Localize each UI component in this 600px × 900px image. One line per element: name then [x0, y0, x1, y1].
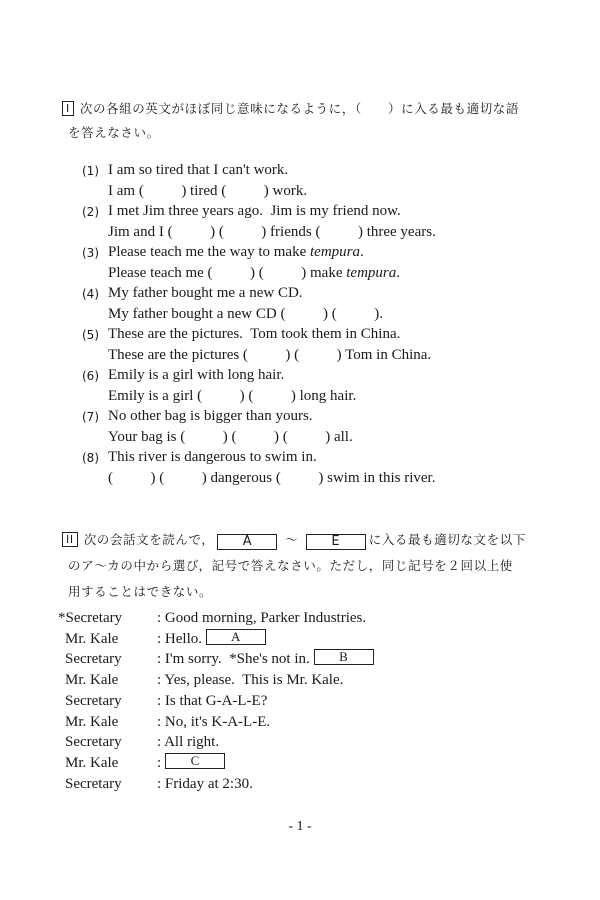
speaker: Secretary: [65, 692, 122, 709]
speaker: Secretary: [65, 651, 122, 668]
answer-box-c: C: [165, 753, 225, 769]
section-2-instruction-line3: 用することはできない。: [68, 584, 213, 599]
dialog-line: [58, 670, 374, 691]
dialog-line: [58, 691, 374, 712]
question-number: (2): [82, 205, 99, 219]
answer-box-a: A: [206, 629, 266, 645]
question-number: (7): [82, 410, 99, 424]
section-2-instruction-line2: のア〜カの中から選び，記号で答えなさい。ただし，同じ記号を２回以上使: [68, 558, 513, 573]
question-2: [82, 201, 436, 242]
question-rewrite: Your bag is ( ) ( ) ( ) all.: [108, 428, 353, 445]
speaker: Secretary: [65, 734, 122, 751]
section-1-instruction-line1: 次の各組の英文がほぼ同じ意味になるように，（ ）に入る最も適切な語: [79, 101, 520, 116]
page-number: - 1 -: [288, 819, 312, 834]
question-sentence: These are the pictures. Tom took them in China.: [108, 326, 401, 342]
question-rewrite: These are the pictures ( ) ( ) Tom in China.: [108, 346, 432, 363]
utterance: : Is that G-A-L-E?: [157, 692, 268, 709]
utterance: : Friday at 2:30.: [157, 775, 253, 792]
question-rewrite: Please teach me ( ) ( ) make tempura.: [108, 264, 400, 281]
question-5: [82, 324, 431, 365]
section-1-number: I: [62, 101, 74, 116]
utterance: : Hello.: [157, 630, 206, 647]
question-number: (6): [82, 369, 99, 383]
question-number: (1): [82, 164, 99, 178]
utterance: :: [157, 754, 165, 771]
speaker: Secretary: [65, 775, 122, 792]
dialog-line: [58, 608, 374, 629]
answer-box-b: B: [314, 649, 374, 665]
dialog-line: [58, 649, 374, 670]
question-rewrite: Jim and I ( ) ( ) friends ( ) three years.: [108, 223, 436, 240]
section-2-instruction-text: 次の会話文を読んで，: [83, 532, 215, 547]
question-1: [82, 160, 307, 201]
question-rewrite: My father bought a new CD ( ) ( ).: [108, 305, 383, 322]
question-sentence: No other bag is bigger than yours.: [108, 408, 313, 424]
utterance: : I'm sorry. *She's not in.: [157, 651, 314, 668]
question-3: [82, 242, 400, 283]
question-sentence: Emily is a girl with long hair.: [108, 367, 285, 383]
question-7: [82, 406, 353, 447]
dialog-line: [58, 753, 374, 774]
question-sentence: I am so tired that I can't work.: [108, 162, 289, 178]
utterance: : Good morning, Parker Industries.: [157, 610, 367, 626]
dialog-line: [58, 774, 374, 795]
speaker: Mr. Kale: [65, 754, 119, 771]
speaker: Mr. Kale: [65, 672, 119, 689]
dialog: [58, 608, 374, 794]
section-1-instruction-line2: を答えなさい。: [68, 125, 160, 140]
question-sentence: Please teach me the way to make tempura.: [108, 244, 364, 260]
utterance: : No, it's K-A-L-E.: [157, 713, 271, 730]
question-rewrite: Emily is a girl ( ) ( ) long hair.: [108, 387, 357, 404]
utterance: : Yes, please. This is Mr. Kale.: [157, 672, 344, 689]
question-number: (8): [82, 451, 99, 465]
section-2-number: II: [62, 532, 78, 547]
dialog-line: [58, 732, 374, 753]
question-rewrite: ( ) ( ) dangerous ( ) swim in this river.: [108, 469, 436, 486]
question-4: [82, 283, 383, 324]
section-2-instruction-text: に入る最も適切な文を以下: [368, 532, 526, 547]
answer-box-last: E: [306, 534, 366, 550]
dialog-line: [58, 712, 374, 733]
question-number: (5): [82, 328, 99, 342]
section-1-instruction: [62, 97, 552, 145]
tilde-text: 〜: [285, 532, 299, 547]
question-sentence: This river is dangerous to swim in.: [108, 449, 317, 465]
question-rewrite: I am ( ) tired ( ) work.: [108, 182, 308, 199]
speaker: *Secretary: [58, 610, 123, 626]
answer-box-first: A: [217, 534, 277, 550]
question-sentence: I met Jim three years ago. Jim is my friend now.: [108, 203, 401, 219]
speaker: Mr. Kale: [65, 713, 119, 730]
dialog-line: [58, 629, 374, 650]
speaker: Mr. Kale: [65, 630, 119, 647]
question-8: [82, 447, 435, 488]
section-2-instruction: [62, 527, 554, 605]
question-number: (3): [82, 246, 99, 260]
utterance: : All right.: [157, 734, 220, 751]
question-6: [82, 365, 356, 406]
question-sentence: My father bought me a new CD.: [108, 285, 303, 301]
question-number: (4): [82, 287, 99, 301]
